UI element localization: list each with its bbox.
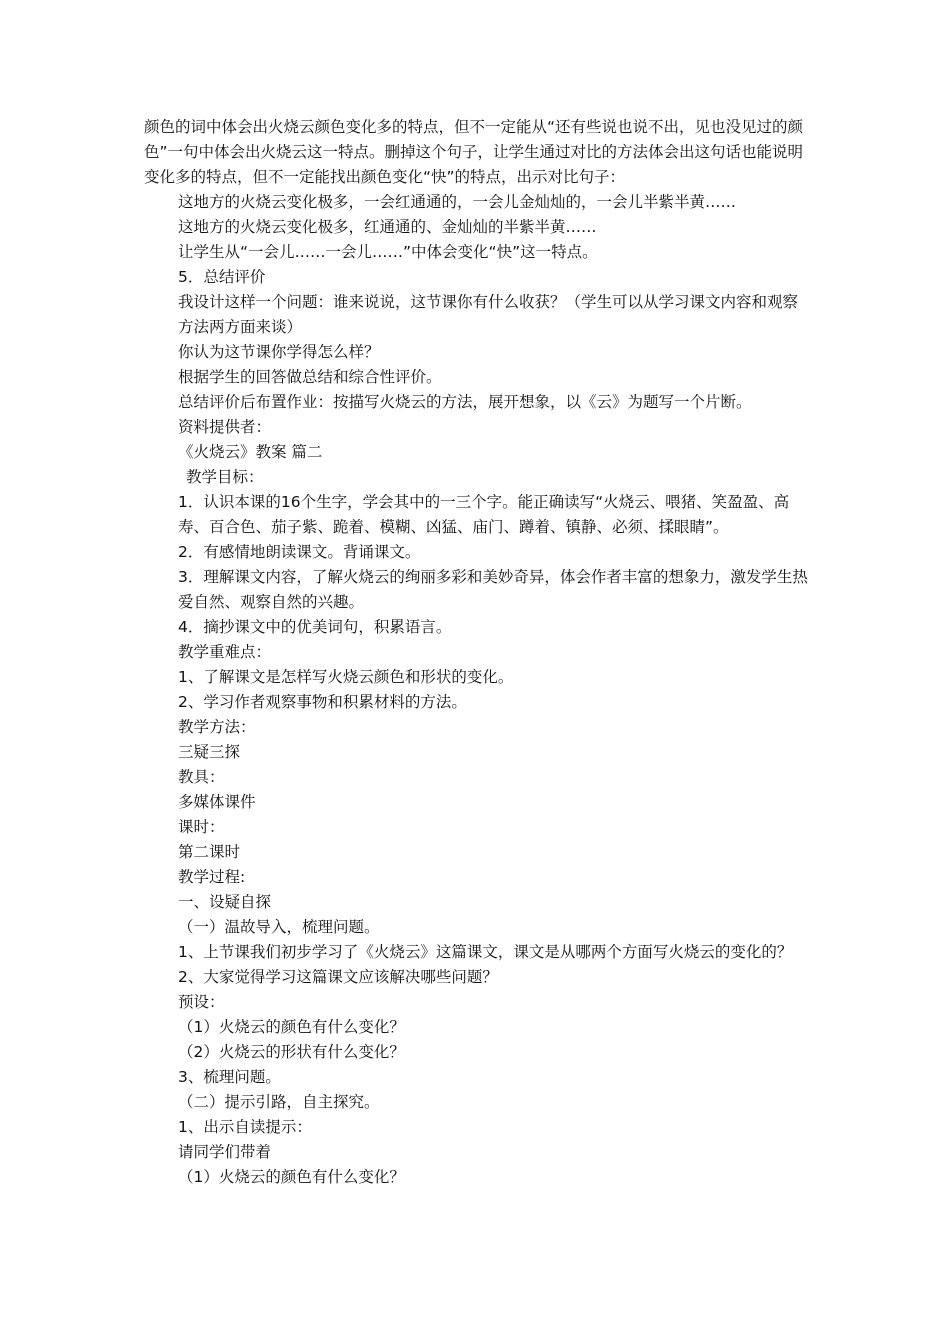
paragraph: 资料提供者： xyxy=(178,418,272,436)
paragraph: 1．认识本课的16个生字，学会其中的一三个字。能正确读写“火烧云、喂猪、笑盈盈、高寿、百合色、茄子紫、跪着、模糊、凶猛、庙门、蹲着、镇静、必须、揉眼睛”。 xyxy=(178,493,790,536)
paragraph: 5．总结评价 xyxy=(178,268,266,286)
document-body xyxy=(144,115,810,1190)
paragraph: 我设计这样一个问题：谁来说说，这节课你有什么收获？（学生可以从学习课文内容和观察方法两方面来谈） xyxy=(178,293,799,336)
paragraph: 三疑三探 xyxy=(178,743,241,761)
paragraph: 4．摘抄课文中的优美词句，积累语言。 xyxy=(178,618,452,636)
paragraph: 教学方法： xyxy=(178,718,256,736)
paragraph: 总结评价后布置作业：按描写火烧云的方法，展开想象，以《云》为题写一个片断。 xyxy=(178,393,752,411)
paragraph: 课时： xyxy=(178,818,225,836)
paragraph: 教学目标： xyxy=(186,468,264,486)
paragraph: 预设： xyxy=(178,993,225,1011)
paragraph: 这地方的火烧云变化极多，红通通的、金灿灿的半紫半黄…… xyxy=(178,218,597,236)
paragraph: 3．理解课文内容，了解火烧云的绚丽多彩和美妙奇异，体会作者丰富的想象力，激发学生热爱自然、观察自然的兴趣。 xyxy=(178,568,808,611)
paragraph: 教具： xyxy=(178,768,225,786)
paragraph: 颜色的词中体会出火烧云颜色变化多的特点，但不一定能从“还有些说也说不出，见也没见过的颜色”一句中体会出火烧云这一特点。删掉这个句子，让学生通过对比的方法体会出这句话也能说明变化多的特点，但不一定能找出颜色变化“快”的特点，出示对比句子： xyxy=(144,118,804,186)
paragraph: 1、上节课我们初步学习了《火烧云》这篇课文，课文是从哪两个方面写火烧云的变化的？ xyxy=(178,943,793,961)
paragraph: 多媒体课件 xyxy=(178,793,256,811)
paragraph: 2、大家觉得学习这篇课文应该解决哪些问题？ xyxy=(178,968,498,986)
paragraph: 1、了解课文是怎样写火烧云颜色和形状的变化。 xyxy=(178,668,514,686)
paragraph: 让学生从“一会儿……一会儿……”中体会变化“快”这一特点。 xyxy=(178,243,598,261)
paragraph: （1）火烧云的颜色有什么变化？ xyxy=(178,1018,405,1036)
paragraph: 3、梳理问题。 xyxy=(178,1068,281,1086)
paragraph: 1、出示自读提示： xyxy=(178,1118,312,1136)
paragraph: （二）提示引路，自主探究。 xyxy=(178,1093,380,1111)
paragraph: （一）温故导入，梳理问题。 xyxy=(178,918,380,936)
paragraph: 这地方的火烧云变化极多，一会红通通的，一会儿金灿灿的，一会儿半紫半黄…… xyxy=(178,193,737,211)
paragraph: 教学过程: xyxy=(178,868,246,886)
paragraph: 一、设疑自探 xyxy=(178,893,272,911)
paragraph: 《火烧云》教案 篇二 xyxy=(178,443,323,461)
paragraph: （1）火烧云的颜色有什么变化？ xyxy=(178,1168,405,1186)
paragraph: 你认为这节课你学得怎么样？ xyxy=(178,343,380,361)
paragraph: 请同学们带着 xyxy=(178,1143,272,1161)
paragraph: 第二课时 xyxy=(178,843,241,861)
paragraph: 2、学习作者观察事物和积累材料的方法。 xyxy=(178,693,467,711)
paragraph: 根据学生的回答做总结和综合性评价。 xyxy=(178,368,442,386)
paragraph: （2）火烧云的形状有什么变化？ xyxy=(178,1043,405,1061)
paragraph: 教学重难点： xyxy=(178,643,272,661)
paragraph: 2．有感情地朗读课文。背诵课文。 xyxy=(178,543,421,561)
